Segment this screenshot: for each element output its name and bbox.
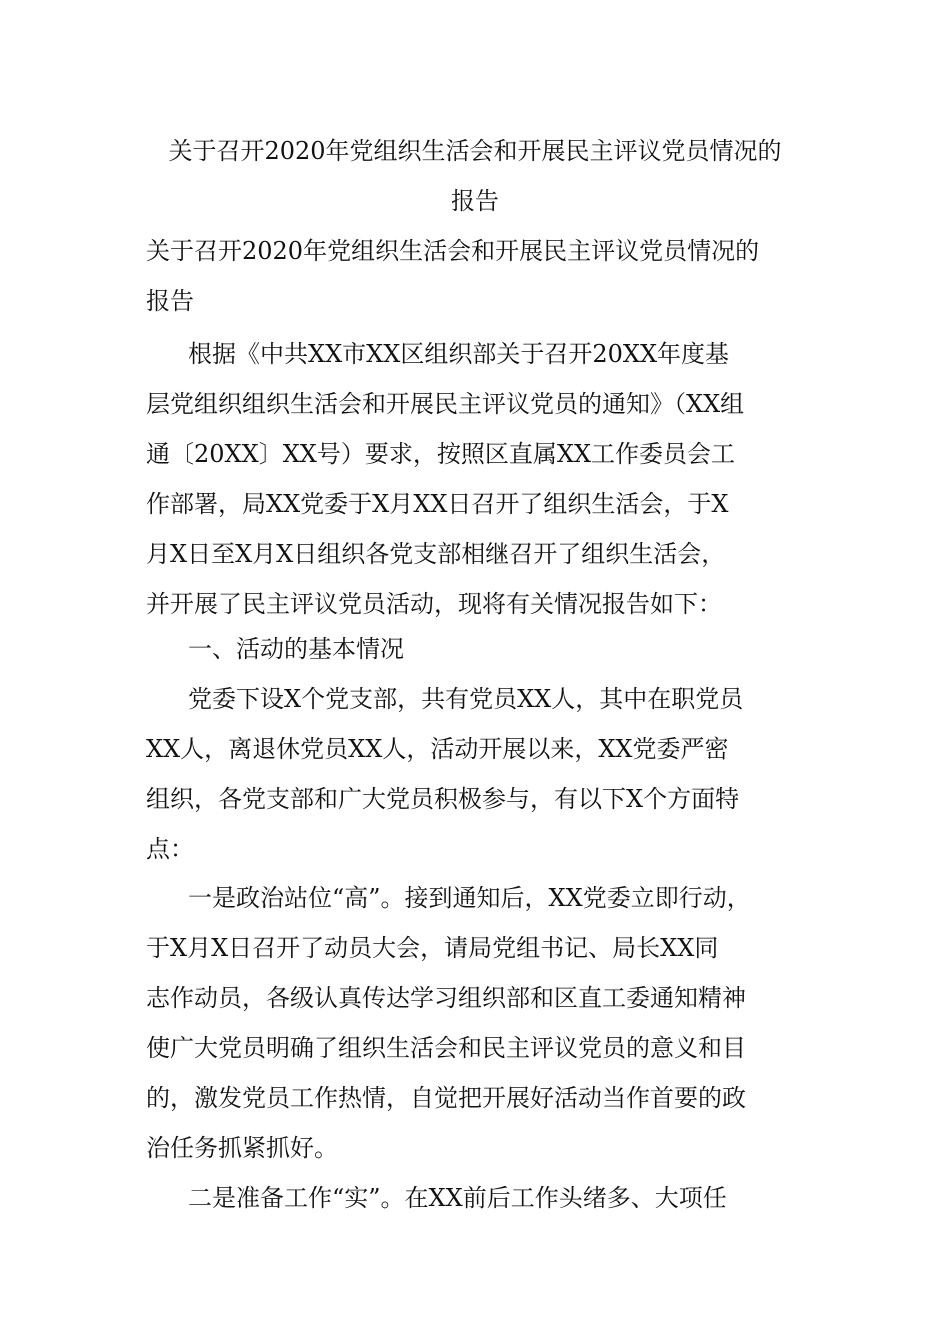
document-title-line-2: 报告 bbox=[451, 187, 499, 215]
paragraph-line: 层党组织组织生活会和开展民主评议党员的通知》（XX组 bbox=[146, 390, 745, 418]
paragraph-line: 二是准备工作“实”。在XX前后工作头绪多、大项任 bbox=[188, 1184, 727, 1212]
paragraph-line: 志作动员，各级认真传达学习组织部和区直工委通知精神 bbox=[146, 984, 746, 1012]
paragraph-line: 月X日至X月X日组织各党支部相继召开了组织生活会， bbox=[146, 540, 726, 568]
paragraph-line: 治任务抓紧抓好。 bbox=[146, 1134, 338, 1162]
paragraph-line: 一是政治站位“高”。接到通知后，XX党委立即行动， bbox=[188, 884, 751, 912]
paragraph-line: 并开展了民主评议党员活动，现将有关情况报告如下： bbox=[146, 590, 722, 618]
paragraph-line: 点： bbox=[146, 835, 194, 863]
paragraph-line: XX人，离退休党员XX人，活动开展以来，XX党委严密 bbox=[146, 735, 729, 763]
paragraph-line: 作部署，局XX党委于X月XX日召开了组织生活会，于X bbox=[146, 490, 729, 518]
paragraph-line: 的，激发党员工作热情，自觉把开展好活动当作首要的政 bbox=[146, 1084, 746, 1112]
body-heading-line-2: 报告 bbox=[146, 287, 194, 315]
paragraph-line: 于X月X日召开了动员大会，请局党组书记、局长XX同 bbox=[146, 934, 719, 962]
paragraph-line: 通〔20XX〕XX号）要求，按照区直属XX工作委员会工 bbox=[146, 440, 736, 468]
section-heading: 一、活动的基本情况 bbox=[188, 635, 404, 663]
paragraph-line: 根据《中共XX市XX区组织部关于召开20XX年度基 bbox=[188, 340, 730, 368]
body-heading-line-1: 关于召开2020年党组织生活会和开展民主评议党员情况的 bbox=[146, 237, 760, 265]
document-title-line-1: 关于召开2020年党组织生活会和开展民主评议党员情况的 bbox=[168, 137, 782, 165]
paragraph-line: 党委下设X个党支部，共有党员XX人，其中在职党员 bbox=[188, 685, 744, 713]
paragraph-line: 组织，各党支部和广大党员积极参与，有以下X个方面特 bbox=[146, 785, 740, 813]
paragraph-line: 使广大党员明确了组织生活会和民主评议党员的意义和目 bbox=[146, 1034, 746, 1062]
